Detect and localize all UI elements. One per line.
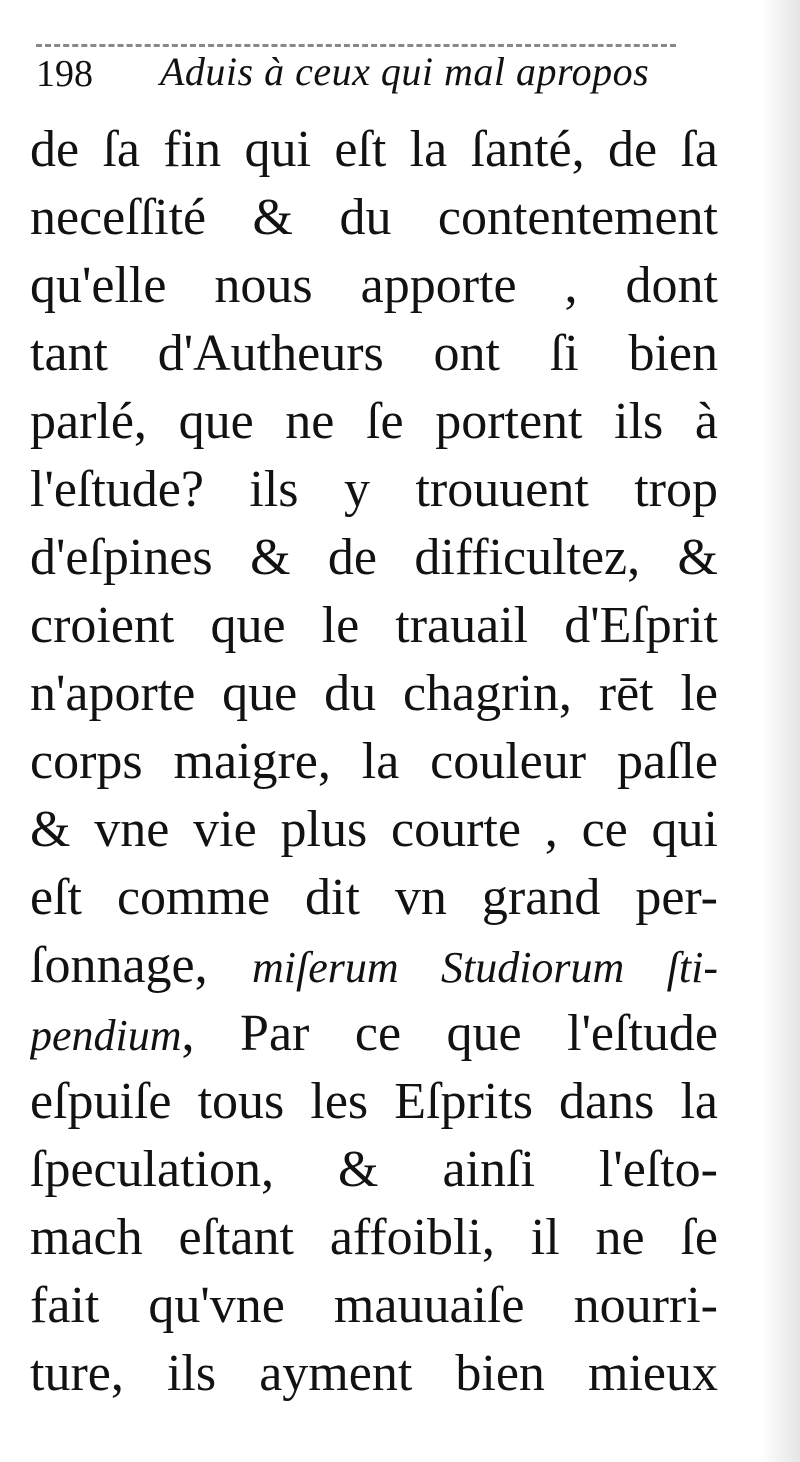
text-line: eſpuiſe tous les Eſprits dans la	[30, 1073, 718, 1130]
text-line-with-latin	[30, 1000, 718, 1068]
text-line: tant d'Autheurs ont ſi bien	[30, 325, 718, 382]
text-line: n'aporte que du chagrin, rēt le	[30, 665, 718, 722]
body-text	[30, 116, 718, 1408]
text-line: fait qu'vne mauuaiſe nourri-	[30, 1277, 718, 1334]
text-line-with-latin	[30, 932, 718, 1000]
text-segment: , Par ce que l'eſtude	[181, 1005, 718, 1062]
text-line: corps maigre, la couleur paſle	[30, 733, 718, 790]
text-line: d'eſpines & de difficultez, &	[30, 529, 718, 586]
text-line: l'eſtude? ils y trouuent trop	[30, 461, 718, 518]
running-head	[36, 40, 686, 100]
text-line: eſt comme dit vn grand per-	[30, 869, 718, 926]
text-line: neceſſité & du contentement	[30, 189, 718, 246]
text-line: croient que le trauail d'Eſprit	[30, 597, 718, 654]
text-line: & vne vie plus courte , ce qui	[30, 801, 718, 858]
running-head-title: Aduis à ceux qui mal apropos	[160, 49, 650, 94]
latin-quote: pendium	[30, 1011, 182, 1060]
page-number: 198	[36, 53, 93, 95]
page-gutter-shadow	[760, 0, 800, 1462]
text-line: qu'elle nous apporte , dont	[30, 257, 718, 314]
text-line: mach eſtant affoibli, il ne ſe	[30, 1209, 718, 1266]
text-line: parlé, que ne ſe portent ils à	[30, 393, 718, 450]
text-line: ture, ils ayment bien mieux	[30, 1345, 718, 1402]
text-line: de ſa fin qui eſt la ſanté, de ſa	[30, 121, 718, 178]
text-segment: ſonnage,	[30, 937, 252, 994]
latin-quote: miſerum Studiorum ſti-	[251, 943, 718, 992]
text-line: ſpeculation, & ainſi l'eſto-	[30, 1141, 718, 1198]
